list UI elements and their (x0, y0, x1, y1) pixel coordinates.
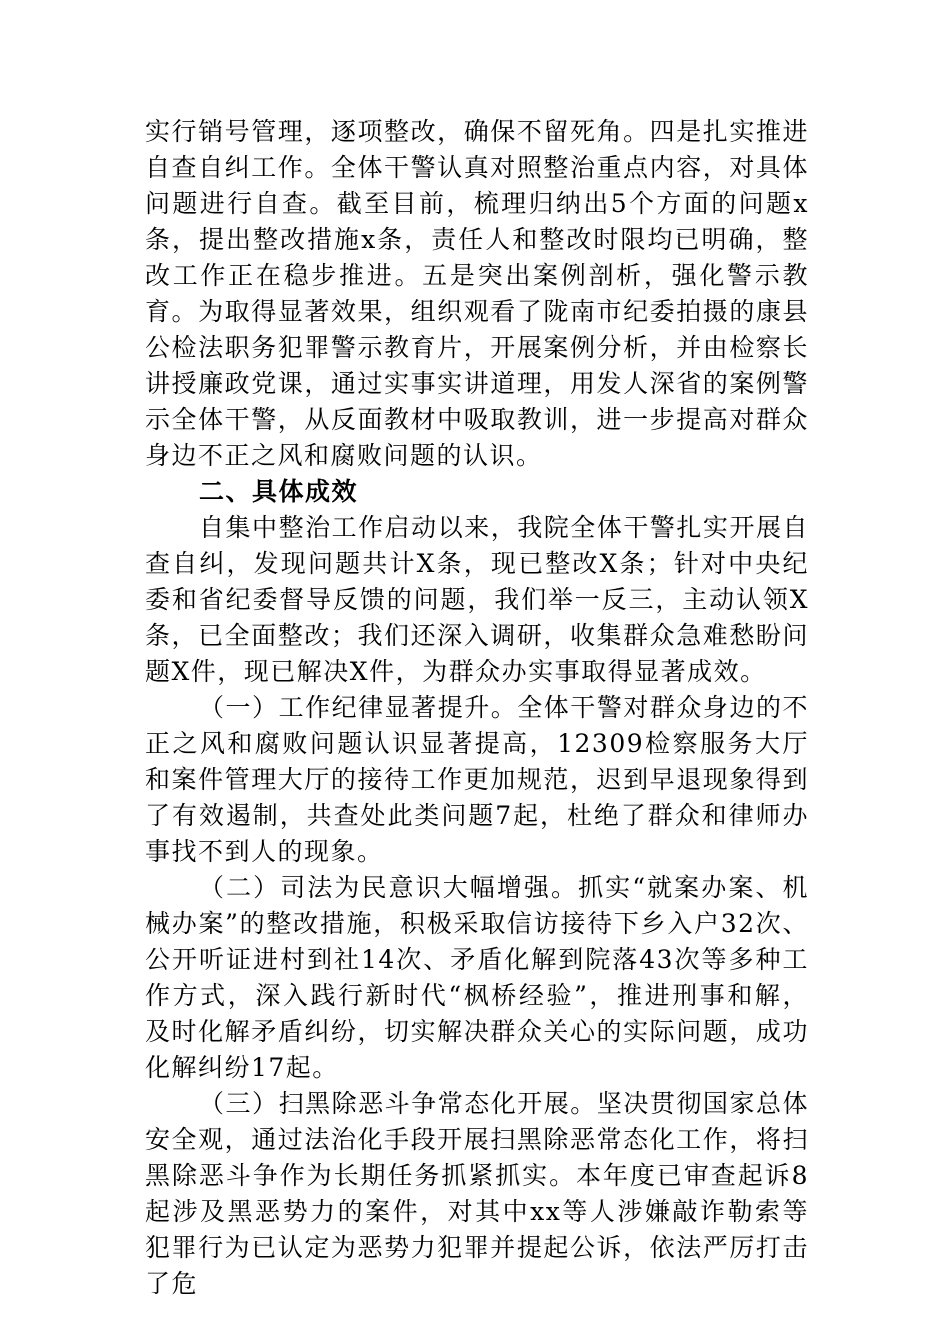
section-heading: 二、具体成效 (199, 477, 359, 506)
paragraph-continuation: 实行销号管理，逐项整改，确保不留死角。四是扎实推进自查自纠工作。全体干警认真对照整治重点内容，对具体问题进行自查。截至目前，梳理归纳出5个方面的问题x条，提出整改措施x条，责任人和整改时限均已明确，整改工作正在稳步推进。五是突出案例剖析，强化警示教育。为取得显著效果，组织观看了陇南市纪委拍摄的康县公检法职务犯罪警示教育片，开展案例分析，并由检察长讲授廉政党课，通过实事实讲道理，用发人深省的案例警示全体干警，从反面教材中吸取教训，进一步提高对群众身边不正之风和腐败问题的认识。 (145, 117, 809, 470)
paragraph-summary: 自集中整治工作启动以来，我院全体干警扎实开展自查自纠，发现问题共计X条，现已整改X条；针对中央纪委和省纪委督导反馈的问题，我们举一反三，主动认领X条，已全面整改；我们还深入调研，收集群众急难愁盼问题X件，现已解决X件，为群众办实事取得显著成效。 (145, 513, 809, 686)
document-page (145, 114, 809, 1302)
paragraph-item-3: （三）扫黑除恶斗争常态化开展。坚决贯彻国家总体安全观，通过法治化手段开展扫黑除恶常态化工作，将扫黑除恶斗争作为长期任务抓紧抓实。本年度已审查起诉8起涉及黑恶势力的案件，对其中xx等人涉嫌敲诈勒索等犯罪行为已认定为恶势力犯罪并提起公诉，依法严厉打击了危 (145, 1089, 809, 1298)
paragraph-item-1: （一）工作纪律显著提升。全体干警对群众身边的不正之风和腐败问题认识显著提高，12309检察服务大厅和案件管理大厅的接待工作更加规范，迟到早退现象得到了有效遏制，共查处此类问题7起，杜绝了群众和律师办事找不到人的现象。 (145, 693, 809, 866)
paragraph-item-2: （二）司法为民意识大幅增强。抓实“就案办案、机械办案”的整改措施，积极采取信访接待下乡入户32次、公开听证进村到社14次、矛盾化解到院落43次等多种工作方式，深入践行新时代“枫桥经验”，推进刑事和解，及时化解矛盾纠纷，切实解决群众关心的实际问题，成功化解纠纷17起。 (145, 873, 809, 1082)
